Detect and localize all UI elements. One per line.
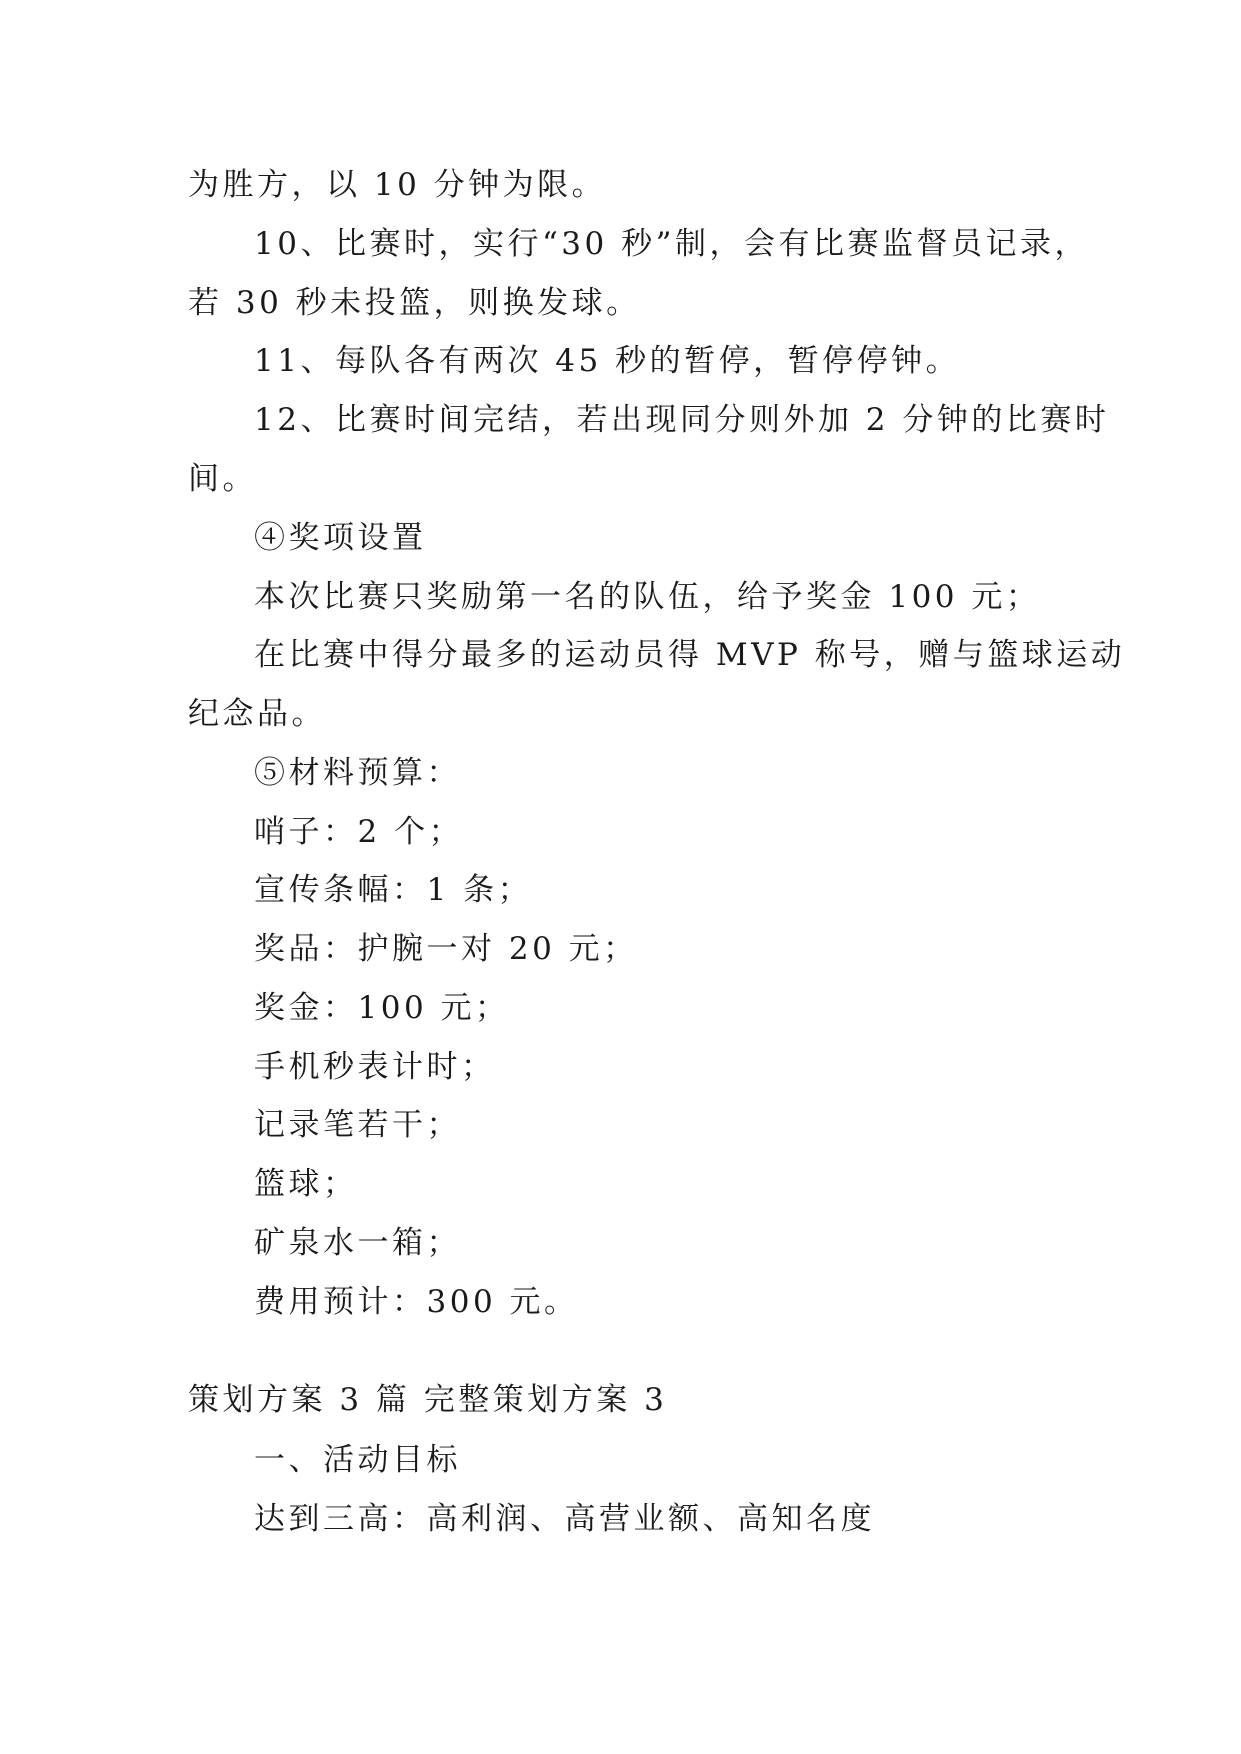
text-line: 纪念品。: [188, 696, 326, 732]
text-line: 11、每队各有两次 45 秒的暂停，暂停停钟。: [254, 343, 961, 379]
text-line: 在比赛中得分最多的运动员得 MVP 称号，赠与篮球运动: [254, 637, 1126, 673]
list-item: 手机秒表计时；: [254, 1049, 496, 1085]
list-item: 奖金：100 元；: [254, 990, 510, 1026]
section-heading: ④奖项设置: [254, 520, 427, 556]
list-item: 篮球；: [254, 1166, 358, 1202]
list-item: 宣传条幅：1 条；: [254, 872, 533, 908]
text-line: 为胜方，以 10 分钟为限。: [188, 167, 607, 203]
list-item: 哨子：2 个；: [254, 814, 464, 850]
text-line: 本次比赛只奖励第一名的队伍，给予奖金 100 元；: [254, 579, 1041, 615]
section-heading: 一、活动目标: [254, 1442, 461, 1478]
document-title: 策划方案 3 篇 完整策划方案 3: [188, 1382, 668, 1418]
list-item: 奖品：护腕一对 20 元；: [254, 931, 638, 967]
list-item: 记录笔若干；: [254, 1107, 461, 1143]
text-line: 10、比赛时，实行“30 秒”制，会有比赛监督员记录，: [254, 226, 1089, 262]
text-line: 间。: [188, 461, 257, 497]
text-line: 达到三高：高利润、高营业额、高知名度: [254, 1501, 875, 1537]
section-heading: ⑤材料预算：: [254, 755, 461, 791]
list-item: 矿泉水一箱；: [254, 1225, 461, 1261]
text-line: 12、比赛时间完结，若出现同分则外加 2 分钟的比赛时: [254, 402, 1110, 438]
text-line: 若 30 秒未投篮，则换发球。: [188, 285, 641, 321]
list-item: 费用预计：300 元。: [254, 1284, 579, 1320]
